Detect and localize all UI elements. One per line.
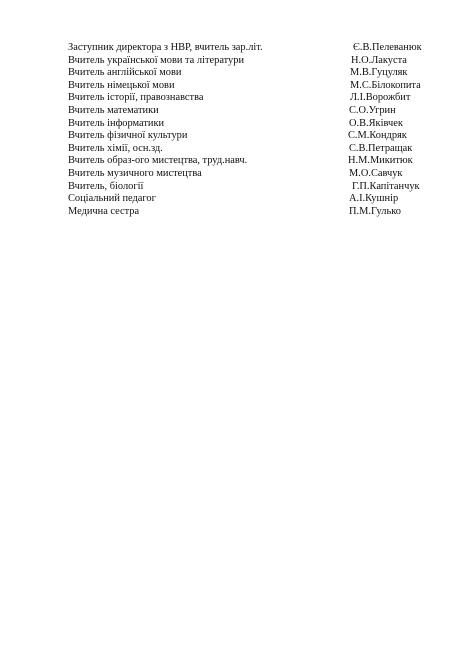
staff-row [68,105,438,118]
staff-name: Г.П.Капітанчук [352,180,420,192]
staff-name: Н.О.Лакуста [351,54,407,66]
staff-position: Вчитель англійської мови [68,67,182,79]
staff-name: С.М.Кондряк [348,130,407,142]
staff-position: Вчитель математики [68,104,159,116]
staff-name: М.О.Савчук [349,167,403,179]
staff-row [68,206,438,219]
staff-name: Є.В.Пелеванюк [353,42,422,53]
staff-name: С.О.Угрин [349,104,396,116]
staff-position: Вчитель образ-ого мистецтва, труд.навч. [68,155,248,167]
staff-position: Вчитель німецької мови [68,79,175,91]
staff-row [68,42,438,55]
staff-name: М.В.Гуцуляк [350,67,408,79]
staff-name: П.М.Гулько [349,205,401,217]
staff-row [68,181,438,194]
staff-name: Л.І.Ворожбит [350,92,411,104]
staff-position: Вчитель інформатики [68,117,165,129]
staff-name: С.В.Петращак [349,142,413,154]
staff-position: Вчитель історії, правознавства [68,92,204,104]
staff-name: М.С.Білокопита [350,79,421,91]
staff-position: Вчитель музичного мистецтва [68,167,202,179]
staff-position: Заступник директора з НВР, вчитель зар.літ. [68,42,263,53]
staff-row [68,193,438,206]
staff-position: Вчитель хімії, осн.зд. [68,142,163,154]
staff-row [68,67,438,80]
staff-position: Медична сестра [68,205,140,217]
staff-row [68,130,438,143]
staff-row [68,168,438,181]
staff-row [68,143,438,156]
staff-name: Н.М.Микитюк [348,155,413,167]
staff-name: О.В.Яківчек [349,117,403,129]
staff-position: Вчитель, біології [68,180,144,192]
staff-row [68,80,438,93]
staff-position: Соціальний педагог [68,193,156,205]
staff-row [68,55,438,68]
staff-row [68,92,438,105]
staff-position: Вчитель фізичної культури [68,130,188,142]
staff-signature-list [68,42,438,218]
staff-row [68,155,438,168]
staff-position: Вчитель української мови та літератури [68,54,245,66]
staff-name: А.І.Кушнір [349,193,399,205]
staff-row [68,118,438,131]
